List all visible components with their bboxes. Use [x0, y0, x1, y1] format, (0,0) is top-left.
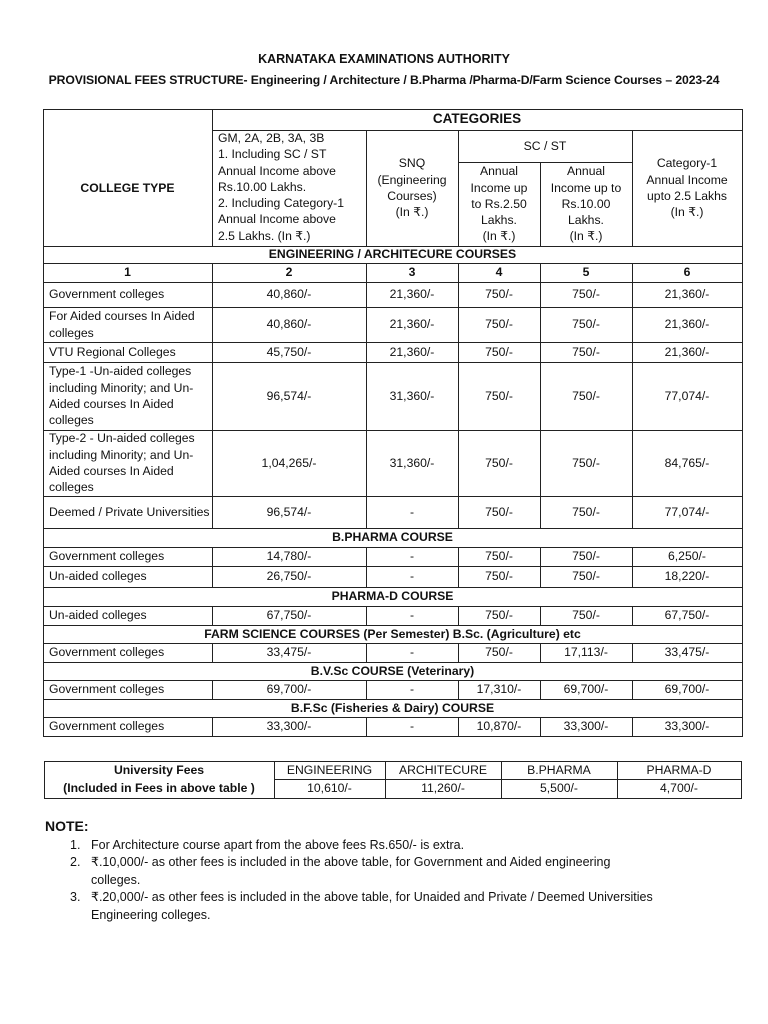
table-border: [212, 430, 213, 496]
note-title: NOTE:: [45, 818, 89, 834]
table-border: [212, 717, 213, 736]
college-type-header: COLLEGE TYPE: [80, 180, 175, 195]
header-line: Annual: [567, 164, 605, 179]
fee-value-cell: 21,360/-: [389, 317, 435, 332]
header-line: SNQ: [398, 156, 426, 171]
fee-value-cell: 84,765/-: [664, 455, 710, 470]
fee-value-cell: 750/-: [485, 549, 513, 564]
table-border: [458, 263, 459, 282]
column-number: 3: [408, 265, 416, 280]
table-border: [212, 263, 213, 282]
university-fees-column-header: ENGINEERING: [286, 762, 373, 777]
table-border: [212, 109, 213, 246]
university-fees-note: (Included in Fees in above table ): [63, 780, 255, 795]
fee-value-cell: -: [409, 645, 415, 660]
fee-value-cell: 96,574/-: [266, 504, 312, 519]
university-fees-column-header: ARCHITECURE: [398, 762, 488, 777]
header-line: 2. Including Category-1: [218, 196, 345, 211]
table-border: [43, 109, 44, 737]
fee-value-cell: 96,574/-: [266, 388, 312, 403]
header-line: Courses): [387, 189, 437, 203]
fee-value-cell: 67,750/-: [664, 608, 710, 623]
table-border: [632, 342, 633, 362]
fee-value-cell: 750/-: [485, 608, 513, 623]
table-border: [540, 162, 541, 246]
section-title: ENGINEERING / ARCHITECURE COURSES: [268, 247, 517, 262]
table-border: [366, 282, 367, 307]
table-border: [458, 430, 459, 496]
university-fees-value: 10,610/-: [307, 781, 352, 796]
column-number: 1: [124, 265, 131, 280]
college-type-cell: Deemed / Private Universities: [49, 504, 210, 519]
table-border: [366, 362, 367, 430]
column-number: 4: [495, 265, 503, 280]
fee-value-cell: 750/-: [485, 344, 513, 359]
note-number: 3.: [70, 890, 81, 904]
fee-value-cell: -: [409, 608, 415, 623]
fee-value-cell: 17,113/-: [564, 645, 608, 660]
header-line: Rs.10.00 Lakhs.: [218, 179, 307, 194]
table-border: [632, 362, 633, 430]
university-fees-value: 11,260/-: [421, 781, 465, 796]
table-border: [366, 307, 367, 342]
header-line: (In ₹.): [482, 229, 516, 244]
section-title: B.V.Sc COURSE (Veterinary): [310, 663, 475, 678]
table-border: [458, 307, 459, 342]
table-border: [458, 342, 459, 362]
table-border: [540, 643, 541, 662]
fee-value-cell: 33,300/-: [266, 719, 312, 734]
column-header-sc-st-2-5: [458, 162, 540, 246]
fee-value-cell: 77,074/-: [664, 388, 710, 403]
table-border: [540, 430, 541, 496]
table-border: [366, 342, 367, 362]
table-border: [366, 566, 367, 587]
fee-value-cell: 21,360/-: [389, 344, 435, 359]
table-border: [632, 496, 633, 528]
fee-value-cell: 1,04,265/-: [261, 455, 317, 470]
header-line: Annual: [480, 164, 518, 179]
note-line: colleges.: [91, 872, 141, 887]
table-border: [212, 643, 213, 662]
fee-value-cell: 26,750/-: [266, 569, 312, 584]
university-fees-value: 5,500/-: [540, 781, 578, 796]
fee-value-cell: 33,300/-: [563, 719, 609, 734]
college-type-cell: For Aided courses In Aided colleges: [49, 309, 195, 340]
table-border: [632, 130, 633, 246]
fee-value-cell: 14,780/-: [266, 549, 312, 564]
fee-value-cell: 33,475/-: [266, 645, 312, 660]
table-border: [366, 496, 367, 528]
note-line: For Architecture course apart from the above fees Rs.650/- is extra.: [91, 838, 465, 852]
university-fees-label: University Fees: [113, 763, 205, 778]
table-border: [212, 282, 213, 307]
fee-value-cell: 750/-: [485, 287, 513, 302]
fee-value-cell: 10,870/-: [476, 719, 522, 734]
document-subtitle: PROVISIONAL FEES STRUCTURE- Engineering / Architecture / B.Pharma /Pharma-D/Farm Science Courses – 2023-24: [48, 73, 720, 87]
table-border: [540, 282, 541, 307]
note-line: ₹.20,000/- as other fees is included in the above table, for Unaided and Private / Deemed Universities: [91, 890, 653, 904]
fee-value-cell: 17,310/-: [476, 682, 522, 697]
fee-value-cell: 750/-: [572, 455, 600, 470]
table-border: [540, 342, 541, 362]
table-border: [458, 643, 459, 662]
table-border: [212, 547, 213, 566]
table-border: [632, 566, 633, 587]
fee-value-cell: 750/-: [572, 287, 600, 302]
fee-value-cell: 45,750/-: [266, 344, 312, 359]
table-border: [540, 717, 541, 736]
table-border: [366, 547, 367, 566]
fee-value-cell: -: [409, 504, 415, 519]
fee-value-cell: 21,360/-: [389, 287, 435, 302]
table-border: [458, 496, 459, 528]
note-line: Engineering colleges.: [91, 907, 211, 922]
column-header-sc-st-10: [540, 162, 632, 246]
table-border: [632, 680, 633, 699]
note-text: [91, 854, 741, 889]
university-fees-column-header: PHARMA-D: [646, 762, 712, 777]
sc-st-header: SC / ST: [523, 138, 567, 153]
table-border: [366, 263, 367, 282]
table-border: [212, 680, 213, 699]
fee-value-cell: 750/-: [485, 388, 513, 403]
fee-value-cell: 750/-: [572, 388, 600, 403]
document-title: KARNATAKA EXAMINATIONS AUTHORITY: [258, 52, 510, 66]
table-border: [366, 130, 367, 246]
table-border: [632, 430, 633, 496]
header-line: Category-1: [656, 156, 718, 171]
table-border: [632, 307, 633, 342]
header-line: Annual Income above: [218, 212, 336, 227]
fee-value-cell: 69,700/-: [266, 682, 312, 697]
header-line: GM, 2A, 2B, 3A, 3B: [218, 131, 325, 145]
fee-value-cell: 750/-: [485, 455, 513, 470]
fee-value-cell: 69,700/-: [664, 682, 710, 697]
college-type-cell: Type-1 -Un-aided colleges including Minority; and Un-Aided courses In Aided colleges: [49, 364, 194, 428]
table-border: [366, 680, 367, 699]
college-type-cell: Government colleges: [49, 719, 165, 734]
table-border: [540, 606, 541, 625]
college-type-cell: Un-aided colleges: [49, 608, 147, 623]
fee-value-cell: 21,360/-: [664, 344, 710, 359]
fee-value-cell: 750/-: [485, 504, 513, 519]
fee-value-cell: -: [409, 719, 415, 734]
table-border: [366, 717, 367, 736]
header-line: upto 2.5 Lakhs: [647, 189, 727, 203]
fee-value-cell: 750/-: [485, 645, 513, 660]
note-number: 2.: [70, 855, 81, 869]
table-border: [212, 566, 213, 587]
header-line: Lakhs.: [481, 213, 517, 228]
table-border: [632, 547, 633, 566]
table-border: [212, 496, 213, 528]
fee-value-cell: -: [409, 682, 415, 697]
section-title: PHARMA-D COURSE: [331, 589, 454, 604]
table-border: [540, 362, 541, 430]
table-border: [458, 606, 459, 625]
fee-value-cell: 33,475/-: [664, 645, 710, 660]
table-border: [632, 263, 633, 282]
fee-value-cell: 750/-: [572, 608, 600, 623]
fee-value-cell: 750/-: [572, 344, 600, 359]
table-border: [632, 717, 633, 736]
header-line: to Rs.2.50: [471, 196, 527, 211]
fee-value-cell: 750/-: [572, 549, 600, 564]
fee-value-cell: 33,300/-: [664, 719, 710, 734]
note-text: [91, 889, 741, 924]
college-type-cell: Type-2 - Un-aided colleges including Minority; and Un-Aided courses In Aided colleges: [49, 431, 195, 495]
categories-header: CATEGORIES: [432, 111, 522, 127]
column-header-general: [212, 130, 366, 246]
college-type-cell: Government colleges: [49, 682, 165, 697]
table-border: [458, 680, 459, 699]
fee-value-cell: 750/-: [485, 569, 513, 584]
table-border: [540, 263, 541, 282]
section-title: FARM SCIENCE COURSES (Per Semester) B.Sc. (Agriculture) etc: [204, 626, 581, 641]
table-border: [540, 680, 541, 699]
table-border: [366, 606, 367, 625]
fee-value-cell: 21,360/-: [664, 287, 710, 302]
table-border: [212, 362, 213, 430]
table-border: [632, 643, 633, 662]
header-line: Income up to: [550, 180, 622, 195]
column-number: 2: [285, 265, 293, 280]
table-border: [632, 282, 633, 307]
table-border: [540, 496, 541, 528]
fee-value-cell: 6,250/-: [668, 549, 706, 564]
college-type-cell: Government colleges: [49, 287, 165, 302]
header-line: Annual Income above: [218, 163, 336, 178]
table-border: [458, 547, 459, 566]
header-line: Annual Income: [646, 172, 728, 187]
university-fees-value: 4,700/-: [660, 781, 698, 796]
fee-value-cell: 69,700/-: [563, 682, 609, 697]
section-title: B.PHARMA COURSE: [332, 530, 453, 545]
fee-value-cell: 67,750/-: [266, 608, 312, 623]
column-header-category-1: [632, 130, 742, 246]
fee-value-cell: 750/-: [572, 569, 600, 584]
table-border: [458, 130, 459, 246]
table-border: [540, 547, 541, 566]
note-text: [91, 837, 741, 855]
header-line: Income up: [470, 180, 528, 195]
university-fees-column-header: B.PHARMA: [527, 762, 591, 777]
fee-value-cell: 21,360/-: [664, 317, 710, 332]
fee-value-cell: 750/-: [572, 504, 600, 519]
table-border: [632, 606, 633, 625]
table-border: [742, 109, 743, 737]
fee-value-cell: 31,360/-: [389, 455, 435, 470]
header-line: 2.5 Lakhs. (In ₹.): [218, 228, 311, 243]
column-number: 5: [582, 265, 590, 280]
table-border: [212, 307, 213, 342]
table-border: [540, 307, 541, 342]
table-border: [458, 362, 459, 430]
college-type-cell: Un-aided colleges: [49, 569, 147, 584]
fee-value-cell: 40,860/-: [266, 287, 312, 302]
note-number: 1.: [70, 838, 81, 852]
fee-value-cell: -: [409, 549, 415, 564]
fee-value-cell: 18,220/-: [664, 569, 710, 584]
table-border: [458, 282, 459, 307]
table-border: [458, 566, 459, 587]
table-border: [43, 736, 743, 737]
table-border: [212, 606, 213, 625]
header-line: (In ₹.): [569, 229, 603, 244]
fee-value-cell: 40,860/-: [266, 317, 312, 332]
table-border: [458, 717, 459, 736]
fee-value-cell: 31,360/-: [389, 388, 435, 403]
note-line: ₹.10,000/- as other fees is included in the above table, for Government and Aided engineering: [91, 855, 611, 869]
header-line: Rs.10.00: [561, 196, 611, 211]
college-type-cell: Government colleges: [49, 549, 165, 564]
table-border: [540, 566, 541, 587]
header-line: (Engineering: [377, 172, 447, 187]
fee-value-cell: 750/-: [485, 317, 513, 332]
table-border: [366, 643, 367, 662]
table-border: [366, 430, 367, 496]
table-border: [44, 798, 742, 799]
column-number: 6: [683, 265, 691, 280]
college-type-cell: Government colleges: [49, 645, 165, 660]
fee-value-cell: 77,074/-: [664, 504, 710, 519]
header-line: 1. Including SC / ST: [218, 147, 327, 162]
college-type-cell: VTU Regional Colleges: [49, 344, 176, 359]
fee-value-cell: 750/-: [572, 317, 600, 332]
column-header-snq: [366, 130, 458, 246]
header-line: (In ₹.): [395, 205, 429, 220]
table-border: [741, 761, 742, 799]
section-title: B.F.Sc (Fisheries & Dairy) COURSE: [290, 700, 495, 715]
header-line: Lakhs.: [568, 213, 604, 228]
table-border: [212, 342, 213, 362]
header-line: (In ₹.): [670, 205, 704, 220]
fee-value-cell: -: [409, 569, 415, 584]
